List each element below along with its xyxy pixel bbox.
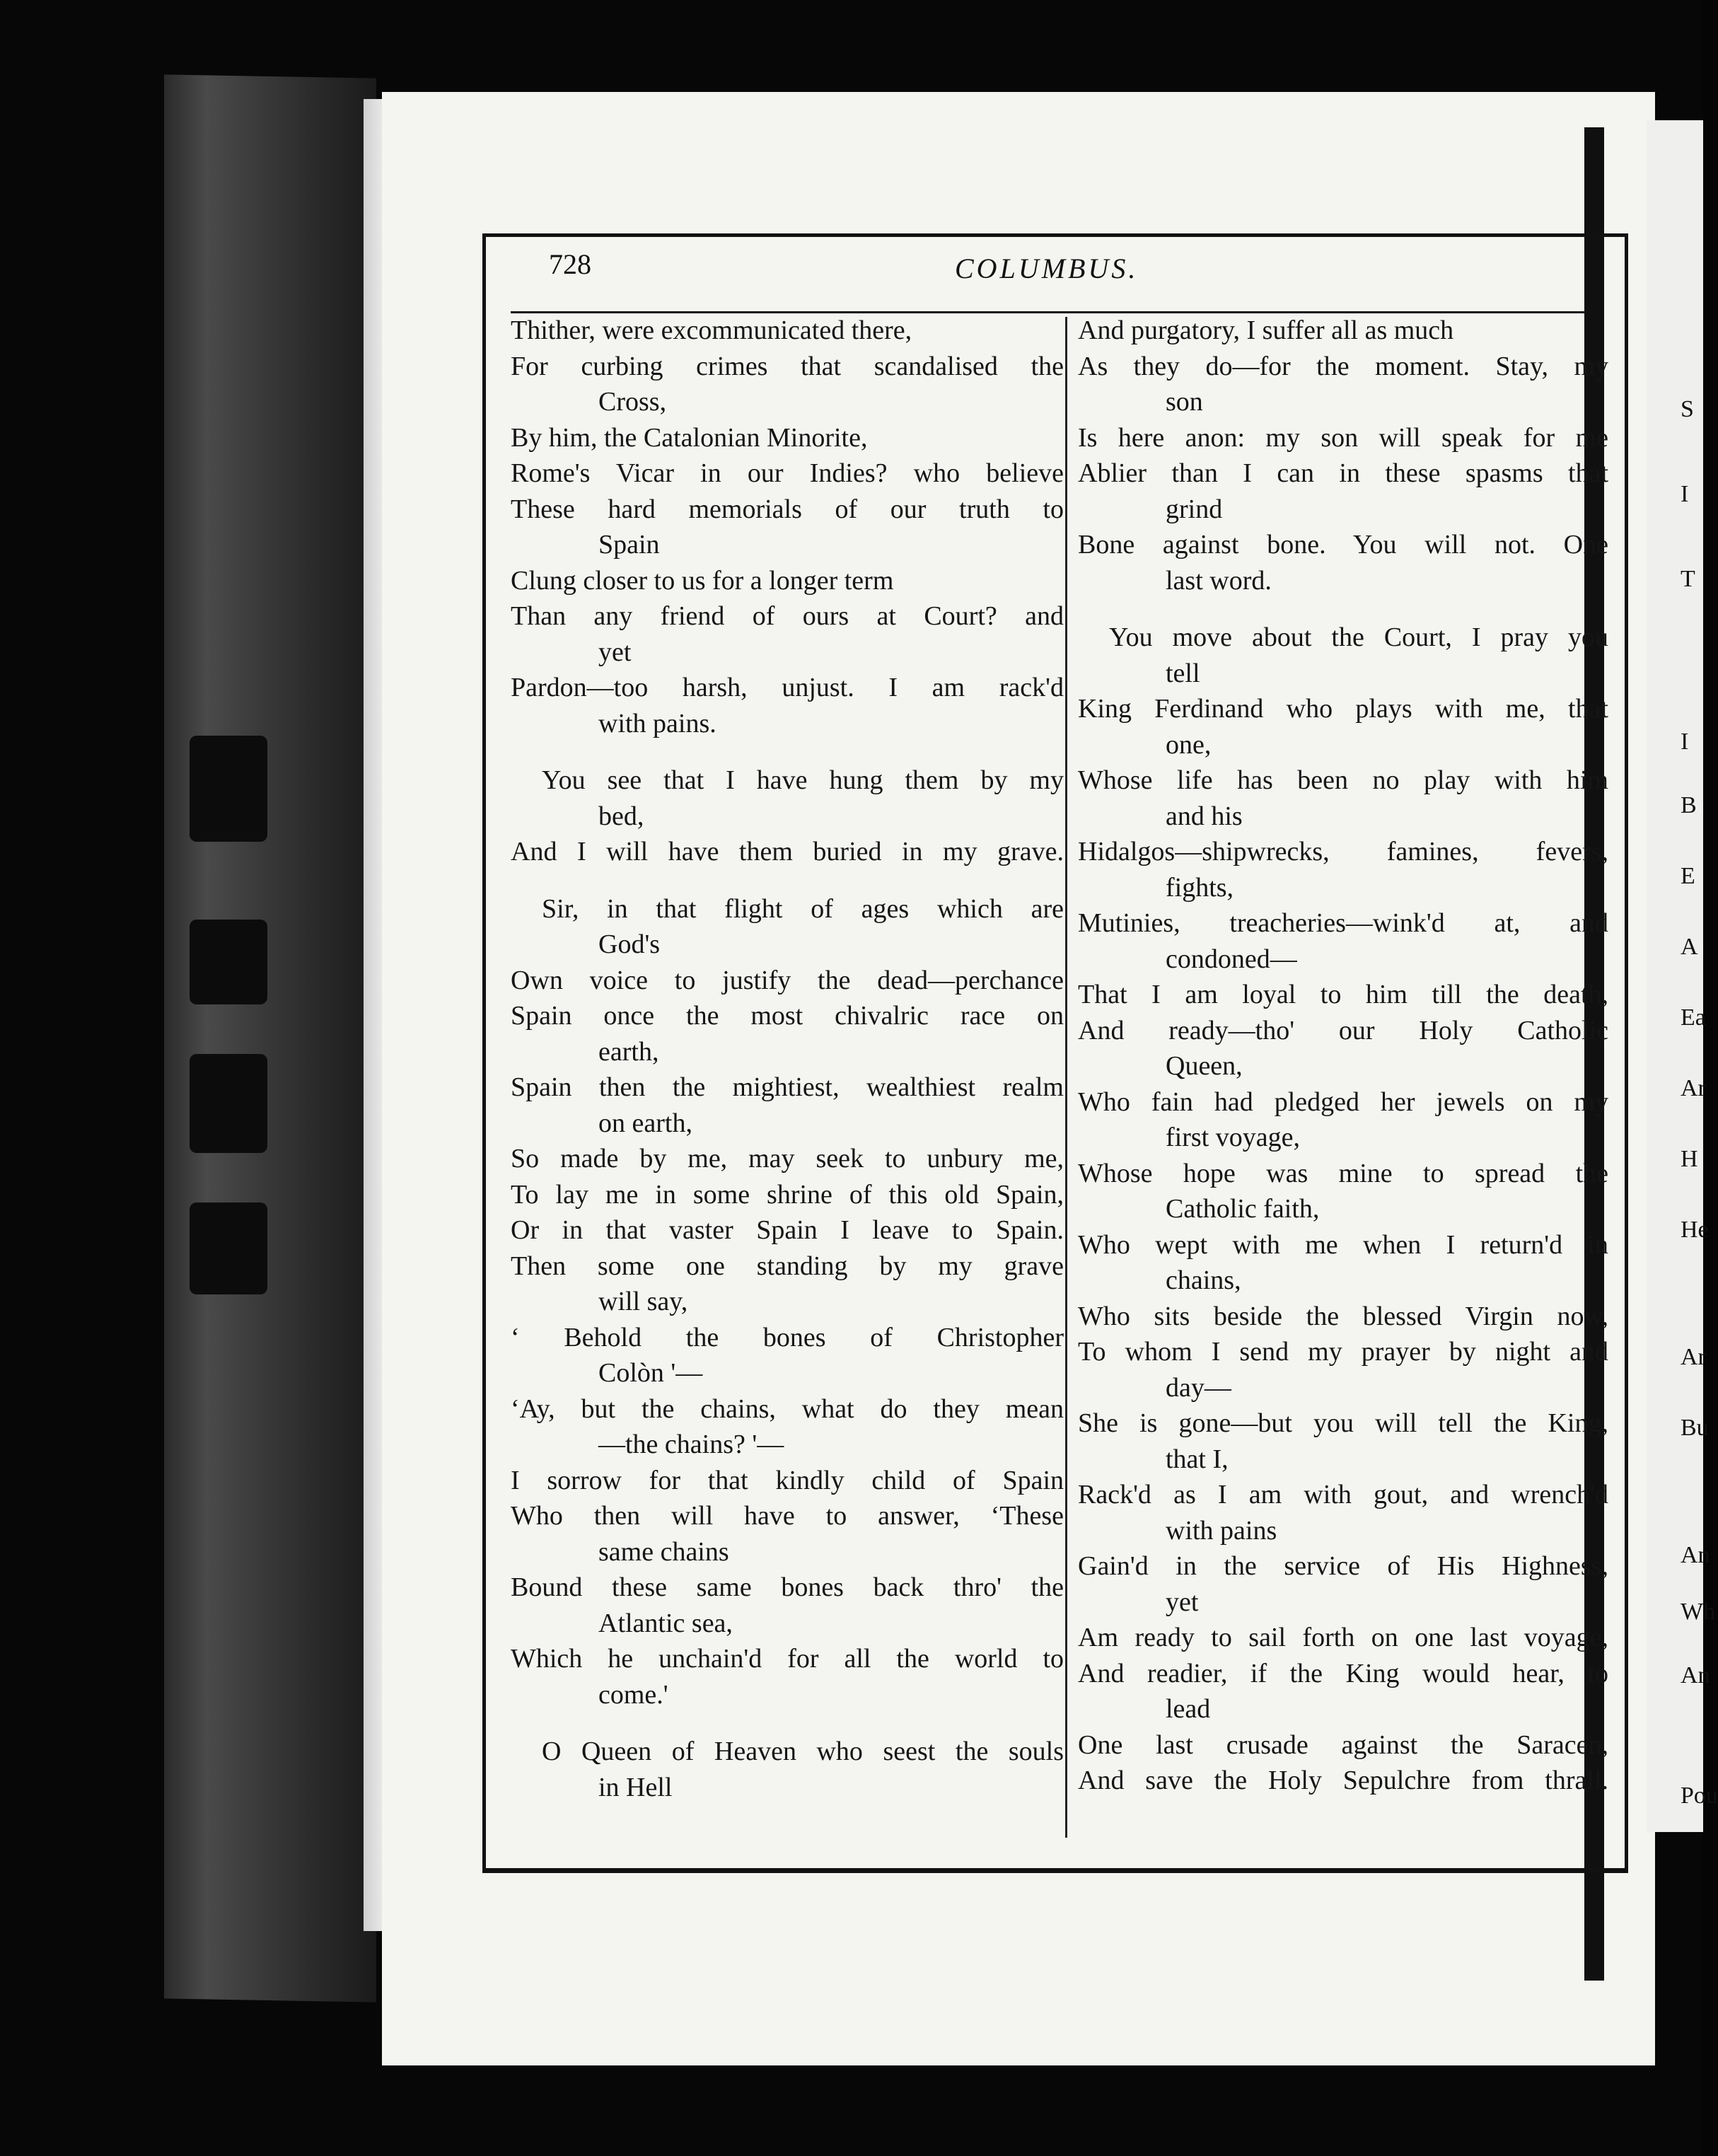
- spine-label-mark: [190, 736, 267, 842]
- verse-line: Own voice to justify the dead—perchance: [511, 965, 1064, 995]
- stanza-break: [511, 1712, 1064, 1734]
- verse-line: Rack'd as I am with gout, and wrench'd: [1078, 1480, 1608, 1509]
- verse-line: Atlantic sea,: [598, 1608, 733, 1638]
- column-divider: [1065, 317, 1067, 1838]
- verse-line: Whose life has been no play with him: [1078, 765, 1608, 795]
- verse-line: Colòn '—: [598, 1358, 703, 1388]
- verse-line: Clung closer to us for a longer term: [511, 565, 894, 596]
- facing-page-fragment: Wh: [1681, 1599, 1716, 1625]
- verse-line: Sir, in that flight of ages which are: [542, 893, 1064, 924]
- verse-line: fights,: [1166, 872, 1234, 903]
- verse-line: Mutinies, treacheries—wink'd at, and: [1078, 908, 1608, 938]
- facing-page-fragment: An: [1681, 1662, 1710, 1688]
- verse-line: Than any friend of ours at Court? and: [511, 601, 1064, 631]
- facing-page-fragment: Ea: [1681, 1004, 1706, 1031]
- verse-line: Hidalgos—shipwrecks, famines, fevers,: [1078, 837, 1608, 867]
- verse-line: with pains: [1166, 1515, 1277, 1546]
- facing-page-fragment: Ar: [1681, 1344, 1706, 1370]
- facing-page-fragment: Pou: [1681, 1783, 1718, 1809]
- verse-line: Queen,: [1166, 1051, 1243, 1081]
- facing-page-fragment: A: [1681, 934, 1698, 960]
- verse-line: chains,: [1166, 1265, 1241, 1295]
- verse-line: One last crusade against the Saracen,: [1078, 1729, 1608, 1760]
- verse-line: son: [1166, 387, 1203, 417]
- verse-line: Pardon—too harsh, unjust. I am rack'd: [511, 673, 1064, 702]
- verse-line: Bone against bone. You will not. One: [1078, 530, 1608, 560]
- verse-line: Who fain had pledged her jewels on my: [1078, 1086, 1608, 1117]
- right-column: [1078, 313, 1608, 1799]
- verse-line: bed,: [598, 801, 644, 831]
- verse-line: Spain once the most chivalric race on: [511, 1001, 1064, 1031]
- verse-line: Which he unchain'd for all the world to: [511, 1644, 1064, 1674]
- facing-page-fragment: He: [1681, 1217, 1709, 1243]
- facing-page-fragment: An: [1681, 1542, 1710, 1568]
- facing-page-fragment: B: [1681, 792, 1697, 818]
- verse-line: Who sits beside the blessed Virgin now,: [1078, 1301, 1608, 1331]
- verse-line: Who wept with me when I return'd in: [1078, 1229, 1608, 1260]
- verse-line: —the chains? '—: [598, 1430, 784, 1459]
- verse-line: By him, the Catalonian Minorite,: [511, 422, 868, 453]
- verse-line: God's: [598, 929, 661, 959]
- facing-page-edge: [1647, 120, 1703, 1832]
- facing-page-fragment: Bu: [1681, 1415, 1709, 1441]
- verse-line: on earth,: [598, 1108, 692, 1138]
- facing-page-fragment: I: [1681, 481, 1689, 507]
- verse-line: that I,: [1166, 1444, 1229, 1474]
- verse-line: You see that I have hung them by my: [542, 765, 1064, 795]
- verse-line: lead: [1166, 1694, 1211, 1724]
- verse-line: ‘Ay, but the chains, what do they mean: [511, 1393, 1064, 1424]
- verse-line: And I will have them buried in my grave.: [511, 837, 1064, 867]
- verse-line: grind: [1166, 494, 1223, 524]
- verse-line: You move about the Court, I pray you: [1109, 622, 1608, 652]
- verse-line: Catholic faith,: [1166, 1194, 1320, 1224]
- facing-page-fragment: T: [1681, 566, 1695, 592]
- verse-line: O Queen of Heaven who seest the souls: [542, 1737, 1064, 1766]
- verse-line: These hard memorials of our truth to: [511, 494, 1064, 524]
- spine-label-mark: [190, 1202, 267, 1294]
- verse-line: Am ready to sail forth on one last voyage,: [1078, 1623, 1608, 1652]
- verse-line: That I am loyal to him till the death,: [1078, 980, 1608, 1009]
- facing-page-fragment: H: [1681, 1146, 1698, 1172]
- verse-line: tell: [1166, 658, 1200, 688]
- verse-line: will say,: [598, 1287, 688, 1316]
- page-number: 728: [549, 248, 591, 280]
- verse-line: And purgatory, I suffer all as much: [1078, 315, 1454, 345]
- verse-line: So made by me, may seek to unbury me,: [511, 1144, 1064, 1173]
- verse-line: Then some one standing by my grave: [511, 1251, 1064, 1281]
- verse-line: Ablier than I can in these spasms that: [1078, 458, 1608, 488]
- verse-line: To lay me in some shrine of this old Spain,: [511, 1179, 1064, 1210]
- verse-line: ‘ Behold the bones of Christopher: [511, 1322, 1064, 1352]
- verse-line: She is gone—but you will tell the King,: [1078, 1408, 1608, 1438]
- verse-line: Spain: [598, 530, 660, 560]
- stanza-break: [511, 741, 1064, 763]
- verse-line: King Ferdinand who plays with me, that: [1078, 694, 1608, 724]
- verse-line: yet: [598, 637, 632, 667]
- verse-line: with pains.: [598, 708, 716, 738]
- verse-line: Thither, were excommunicated there,: [511, 315, 912, 345]
- verse-line: last word.: [1166, 565, 1272, 596]
- verse-line: And ready—tho' our Holy Catholic: [1078, 1015, 1608, 1045]
- verse-line: To whom I send my prayer by night and: [1078, 1337, 1608, 1367]
- stanza-break: [1078, 598, 1608, 620]
- verse-line: same chains: [598, 1536, 729, 1567]
- verse-line: and his: [1166, 801, 1243, 831]
- verse-line: For curbing crimes that scandalised the: [511, 351, 1064, 381]
- verse-line: Who then will have to answer, ‘These: [511, 1501, 1064, 1531]
- verse-line: Bound these same bones back thro' the: [511, 1572, 1064, 1602]
- verse-line: condoned—: [1166, 944, 1297, 974]
- verse-line: Is here anon: my son will speak for me: [1078, 422, 1608, 453]
- verse-line: As they do—for the moment. Stay, my: [1078, 351, 1608, 381]
- facing-page-fragment: Ar: [1681, 1075, 1706, 1101]
- book-spine: [164, 74, 376, 2002]
- verse-line: Gain'd in the service of His Highness,: [1078, 1551, 1608, 1581]
- facing-page-fragment: E: [1681, 863, 1695, 889]
- verse-line: Spain then the mightiest, wealthiest realm: [511, 1072, 1064, 1102]
- verse-line: I sorrow for that kindly child of Spain: [511, 1465, 1064, 1495]
- stanza-break: [511, 870, 1064, 891]
- spine-label-mark: [190, 1054, 267, 1153]
- verse-line: come.': [598, 1679, 668, 1710]
- verse-line: earth,: [598, 1036, 659, 1067]
- verse-line: yet: [1166, 1587, 1199, 1617]
- verse-line: Or in that vaster Spain I leave to Spain.: [511, 1215, 1064, 1245]
- verse-line: And save the Holy Sepulchre from thrall.: [1078, 1766, 1608, 1795]
- facing-page-fragment: S: [1681, 396, 1694, 422]
- verse-line: Cross,: [598, 387, 667, 417]
- verse-line: one,: [1166, 729, 1212, 760]
- left-column: [511, 313, 1064, 1805]
- running-title: COLUMBUS.: [955, 253, 1139, 284]
- verse-line: in Hell: [598, 1772, 673, 1802]
- verse-line: Whose hope was mine to spread the: [1078, 1158, 1608, 1188]
- verse-line: Rome's Vicar in our Indies? who believe: [511, 458, 1064, 488]
- verse-line: And readier, if the King would hear, to: [1078, 1658, 1608, 1688]
- facing-page-fragment: I: [1681, 729, 1689, 755]
- verse-line: first voyage,: [1166, 1123, 1300, 1152]
- verse-line: day—: [1166, 1372, 1231, 1403]
- spine-label-mark: [190, 920, 267, 1004]
